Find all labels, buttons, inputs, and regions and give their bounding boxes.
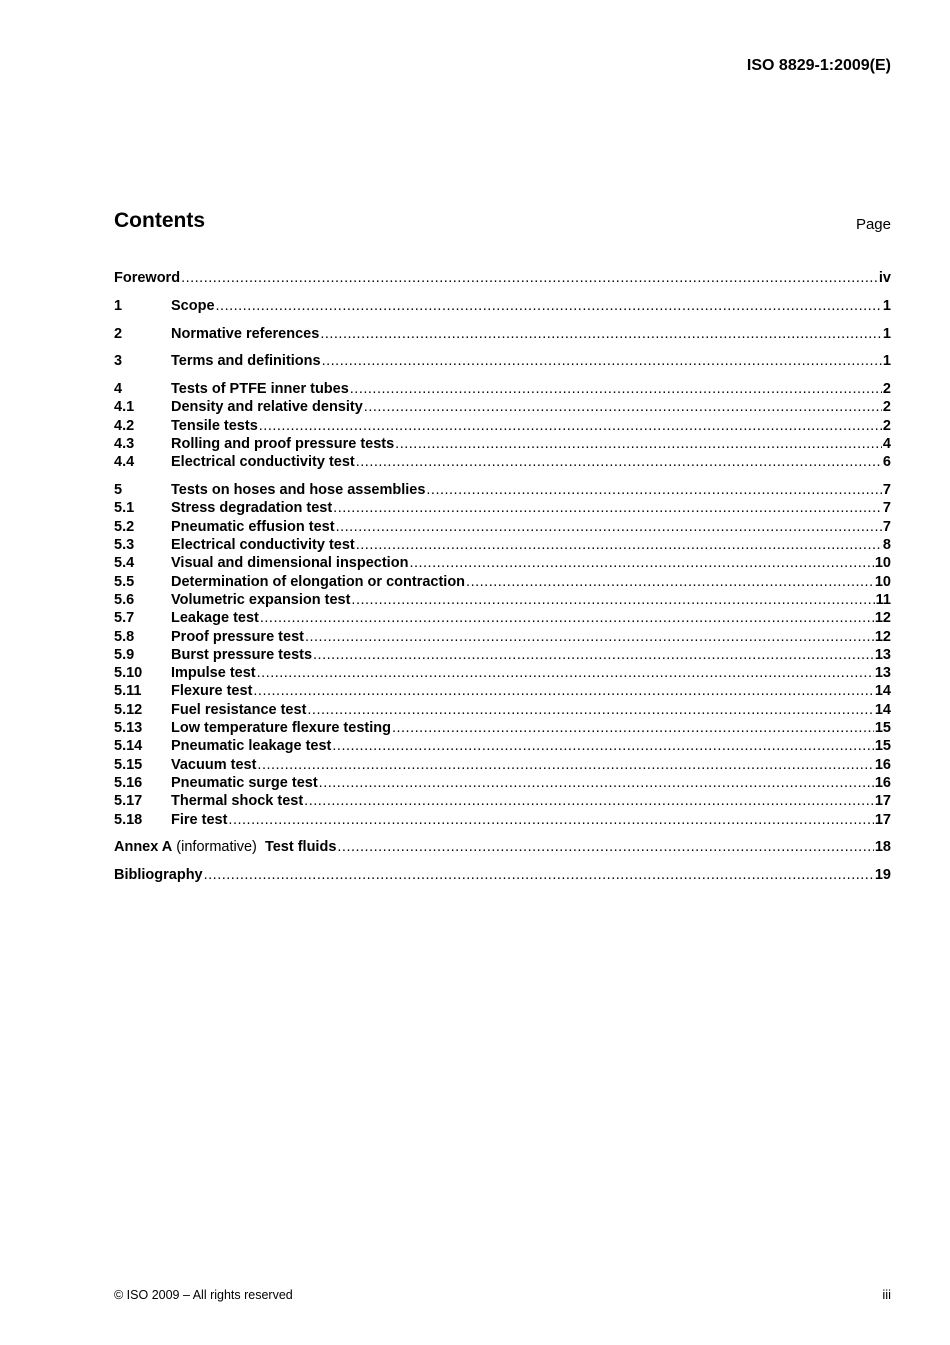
toc-entry-number: 4.4 <box>114 454 135 471</box>
toc-entry-title-text: Normative references <box>171 325 320 342</box>
toc-entry-title <box>171 719 391 737</box>
toc-entry[interactable] <box>114 838 891 856</box>
toc-entry-title-text: Fuel resistance test <box>171 701 307 718</box>
toc-entry-page: 16 <box>874 774 891 791</box>
toc-entry-number: 5.1 <box>114 500 135 517</box>
toc-entry-number: 5.11 <box>114 683 142 700</box>
toc-entry[interactable] <box>114 518 891 536</box>
toc-entry-title <box>171 664 256 682</box>
toc-entry-title <box>171 352 321 370</box>
toc-entry-title <box>171 481 425 499</box>
toc-entry[interactable] <box>114 435 891 453</box>
toc-entry[interactable] <box>114 591 891 609</box>
toc-entry-title <box>171 737 331 755</box>
toc-entry-page: 16 <box>874 756 891 773</box>
toc-entry-page: 2 <box>882 399 891 416</box>
toc-entry[interactable] <box>114 499 891 517</box>
toc-dot-leader <box>426 481 882 499</box>
toc-entry-number: 1 <box>114 297 123 314</box>
toc-entry-page: iv <box>878 270 891 286</box>
toc-entry-page: 12 <box>874 610 891 627</box>
toc-entry-title-text: Electrical conductivity test <box>171 537 355 554</box>
toc-entry[interactable] <box>114 811 891 829</box>
toc-entry-title <box>171 756 256 774</box>
toc-entry-title <box>171 774 318 792</box>
toc-dot-leader <box>409 554 873 572</box>
toc-entry-title <box>171 435 394 453</box>
toc-entry-page: 13 <box>874 646 891 663</box>
toc-entry-title-text: Impulse test <box>171 665 256 682</box>
toc-entry-title-text: Rolling and proof pressure tests <box>171 436 395 453</box>
toc-entry-number: 4 <box>114 381 123 398</box>
toc-entry-title-text: Pneumatic surge test <box>171 774 318 791</box>
toc-entry-title-text: Proof pressure test <box>171 628 304 645</box>
toc-entry-number: 5.2 <box>114 518 135 535</box>
toc-entry-title-text: Density and relative density <box>171 399 363 416</box>
toc-entry-page: 15 <box>874 720 891 737</box>
toc-entry[interactable] <box>114 792 891 810</box>
toc-dot-leader <box>320 325 882 343</box>
toc-entry[interactable] <box>114 609 891 627</box>
toc-entry-title <box>171 297 215 315</box>
toc-entry-title-text: Visual and dimensional inspection <box>171 555 409 572</box>
toc-entry-number: 5.7 <box>114 610 135 627</box>
toc-entry[interactable] <box>114 756 891 774</box>
toc-entry[interactable] <box>114 398 891 416</box>
toc-entry-title-text: Bibliography <box>114 867 203 884</box>
toc-entry-number: 3 <box>114 353 123 370</box>
toc-entry-title-text: Pneumatic effusion test <box>171 518 335 535</box>
toc-dot-leader <box>228 811 873 829</box>
toc-entry[interactable] <box>114 554 891 572</box>
toc-dot-leader <box>216 297 882 315</box>
toc-dot-leader <box>356 536 882 554</box>
toc-dot-leader <box>337 838 873 856</box>
toc-entry-title <box>171 417 258 435</box>
toc-entry-title-text: Flexure test <box>171 683 253 700</box>
toc-entry-title <box>171 518 335 536</box>
toc-dot-leader <box>181 269 878 287</box>
toc-entry-title-text: Tensile tests <box>171 417 258 434</box>
toc-entry-title-text: Determination of elongation or contraction <box>171 573 466 590</box>
toc-entry-number: 5 <box>114 482 123 499</box>
toc-entry-number: 4.3 <box>114 436 135 453</box>
toc-entry-title <box>171 609 259 627</box>
toc-entry[interactable] <box>114 866 891 884</box>
toc-entry[interactable] <box>114 682 891 700</box>
toc-entry-page: 7 <box>882 500 891 517</box>
toc-entry[interactable] <box>114 269 891 287</box>
toc-entry-page: 7 <box>882 482 891 499</box>
toc-entry-title-text: Low temperature flexure testing <box>171 720 391 737</box>
toc-dot-leader <box>392 719 874 737</box>
toc-dot-leader <box>313 646 874 664</box>
toc-entry-number: 5.4 <box>114 555 135 572</box>
toc-entry-title <box>171 682 252 700</box>
toc-entry-title-text: Fire test <box>171 811 228 828</box>
toc-entry-number: 4.1 <box>114 399 135 416</box>
toc-entry-number: 5.6 <box>114 591 135 608</box>
toc-entry-page: 11 <box>875 591 891 608</box>
toc-entry-page: 14 <box>874 683 891 700</box>
toc-entry-title-text: Leakage test <box>171 610 259 627</box>
toc-entry[interactable] <box>114 737 891 755</box>
toc-dot-leader <box>260 609 874 627</box>
toc-entry-page: 10 <box>874 573 891 590</box>
toc-entry-page: 7 <box>882 518 891 535</box>
toc-entry-annex-title: Test fluids <box>264 839 337 856</box>
document-id: ISO 8829-1:2009(E) <box>746 57 891 74</box>
toc-entry-number: 5.5 <box>114 573 135 590</box>
contents-title: Contents <box>114 209 205 232</box>
toc-entry-number: 5.14 <box>114 738 143 755</box>
toc-entry[interactable] <box>114 774 891 792</box>
toc-dot-leader <box>332 737 873 755</box>
toc-entry-number: 5.12 <box>114 701 143 718</box>
toc-dot-leader <box>333 499 882 517</box>
toc-dot-leader <box>336 518 882 536</box>
toc-dot-leader <box>253 682 873 700</box>
toc-entry-page: 13 <box>874 665 891 682</box>
toc-dot-leader <box>395 435 882 453</box>
toc-entry-title <box>171 701 306 719</box>
toc-entry-title <box>171 573 465 591</box>
toc-entry[interactable] <box>114 536 891 554</box>
toc-entry-page: 1 <box>882 353 891 370</box>
toc-dot-leader <box>305 628 874 646</box>
toc-entry[interactable] <box>114 628 891 646</box>
toc-dot-leader <box>350 380 882 398</box>
toc-entry-title <box>171 811 227 829</box>
toc-entry-number: 5.13 <box>114 720 143 737</box>
toc-entry-title <box>114 838 336 856</box>
toc-entry-number: 5.10 <box>114 665 143 682</box>
toc-entry-title-text: Burst pressure tests <box>171 646 313 663</box>
toc-entry-title-text: Scope <box>171 297 215 314</box>
toc-entry-number: 5.3 <box>114 537 135 554</box>
toc-entry-number: 2 <box>114 325 123 342</box>
toc-entry-page: 4 <box>882 436 891 453</box>
toc-entry-number: 5.9 <box>114 646 135 663</box>
toc-entry[interactable] <box>114 573 891 591</box>
toc-entry-number: 5.17 <box>114 793 143 810</box>
toc-entry[interactable] <box>114 297 891 315</box>
toc-dot-leader <box>304 792 874 810</box>
toc-entry-page: 1 <box>882 297 891 314</box>
toc-entry-title <box>114 269 180 287</box>
toc-entry-title <box>171 380 349 398</box>
toc-dot-leader <box>257 756 873 774</box>
toc-entry-title <box>171 591 350 609</box>
toc-entry-page: 18 <box>874 839 891 856</box>
toc-entry-page: 12 <box>874 628 891 645</box>
toc-entry-number: 5.8 <box>114 628 135 645</box>
toc-entry-page: 6 <box>882 454 891 471</box>
footer-page-number: iii <box>882 1287 891 1302</box>
toc-entry[interactable] <box>114 664 891 682</box>
toc-entry[interactable] <box>114 646 891 664</box>
toc-entry-number: 5.15 <box>114 756 143 773</box>
toc-entry[interactable] <box>114 417 891 435</box>
toc-entry-page: 8 <box>882 537 891 554</box>
toc-dot-leader <box>364 398 882 416</box>
toc-dot-leader <box>322 352 882 370</box>
toc-entry[interactable] <box>114 481 891 499</box>
toc-entry[interactable] <box>114 325 891 343</box>
toc-entry-title-text: Vacuum test <box>171 756 257 773</box>
toc-entry-title-text: Stress degradation test <box>171 500 333 517</box>
toc-entry-title <box>171 792 303 810</box>
toc-entry-page: 2 <box>882 381 891 398</box>
footer-copyright: © ISO 2009 – All rights reserved <box>114 1288 293 1302</box>
toc-dot-leader <box>351 591 874 609</box>
toc-entry-number: 5.16 <box>114 774 143 791</box>
table-of-contents <box>114 269 891 884</box>
toc-entry-title <box>171 453 355 471</box>
toc-entry-title <box>171 398 363 416</box>
toc-entry[interactable] <box>114 380 891 398</box>
toc-dot-leader <box>204 866 874 884</box>
toc-entry-annex-note: (informative) <box>172 839 265 856</box>
toc-entry-page: 1 <box>882 325 891 342</box>
toc-entry-title-text: Pneumatic leakage test <box>171 738 332 755</box>
toc-entry-title <box>171 554 408 572</box>
toc-dot-leader <box>257 664 874 682</box>
toc-entry-title-text: Annex A <box>114 839 173 856</box>
toc-entry-number: 4.2 <box>114 417 135 434</box>
toc-entry-title-text: Thermal shock test <box>171 793 304 810</box>
toc-entry-page: 15 <box>874 738 891 755</box>
toc-dot-leader <box>259 417 882 435</box>
toc-entry-title-text: Tests of PTFE inner tubes <box>171 381 349 398</box>
toc-entry-title-text: Electrical conductivity test <box>171 454 355 471</box>
toc-entry-title-text: Volumetric expansion test <box>171 591 351 608</box>
toc-entry[interactable] <box>114 453 891 471</box>
toc-entry-title <box>171 646 312 664</box>
toc-entry-title-text: Terms and definitions <box>171 353 321 370</box>
toc-entry-page: 10 <box>874 555 891 572</box>
toc-dot-leader <box>319 774 874 792</box>
toc-entry[interactable] <box>114 701 891 719</box>
toc-entry-page: 17 <box>874 793 891 810</box>
toc-entry-title <box>171 325 319 343</box>
toc-entry[interactable] <box>114 352 891 370</box>
toc-dot-leader <box>356 453 882 471</box>
toc-entry-title-text: Foreword <box>114 270 181 286</box>
toc-entry-title <box>171 499 332 517</box>
toc-entry-title <box>171 628 304 646</box>
toc-entry-title <box>171 536 355 554</box>
toc-entry-title-text: Tests on hoses and hose assemblies <box>171 482 426 499</box>
page-column-label: Page <box>855 216 891 233</box>
toc-entry-page: 17 <box>874 811 891 828</box>
toc-entry[interactable] <box>114 719 891 737</box>
toc-dot-leader <box>307 701 873 719</box>
toc-entry-title <box>114 866 203 884</box>
toc-entry-page: 19 <box>874 867 891 884</box>
toc-entry-page: 2 <box>882 417 891 434</box>
toc-dot-leader <box>466 573 874 591</box>
toc-entry-number: 5.18 <box>114 811 143 828</box>
toc-entry-page: 14 <box>874 701 891 718</box>
